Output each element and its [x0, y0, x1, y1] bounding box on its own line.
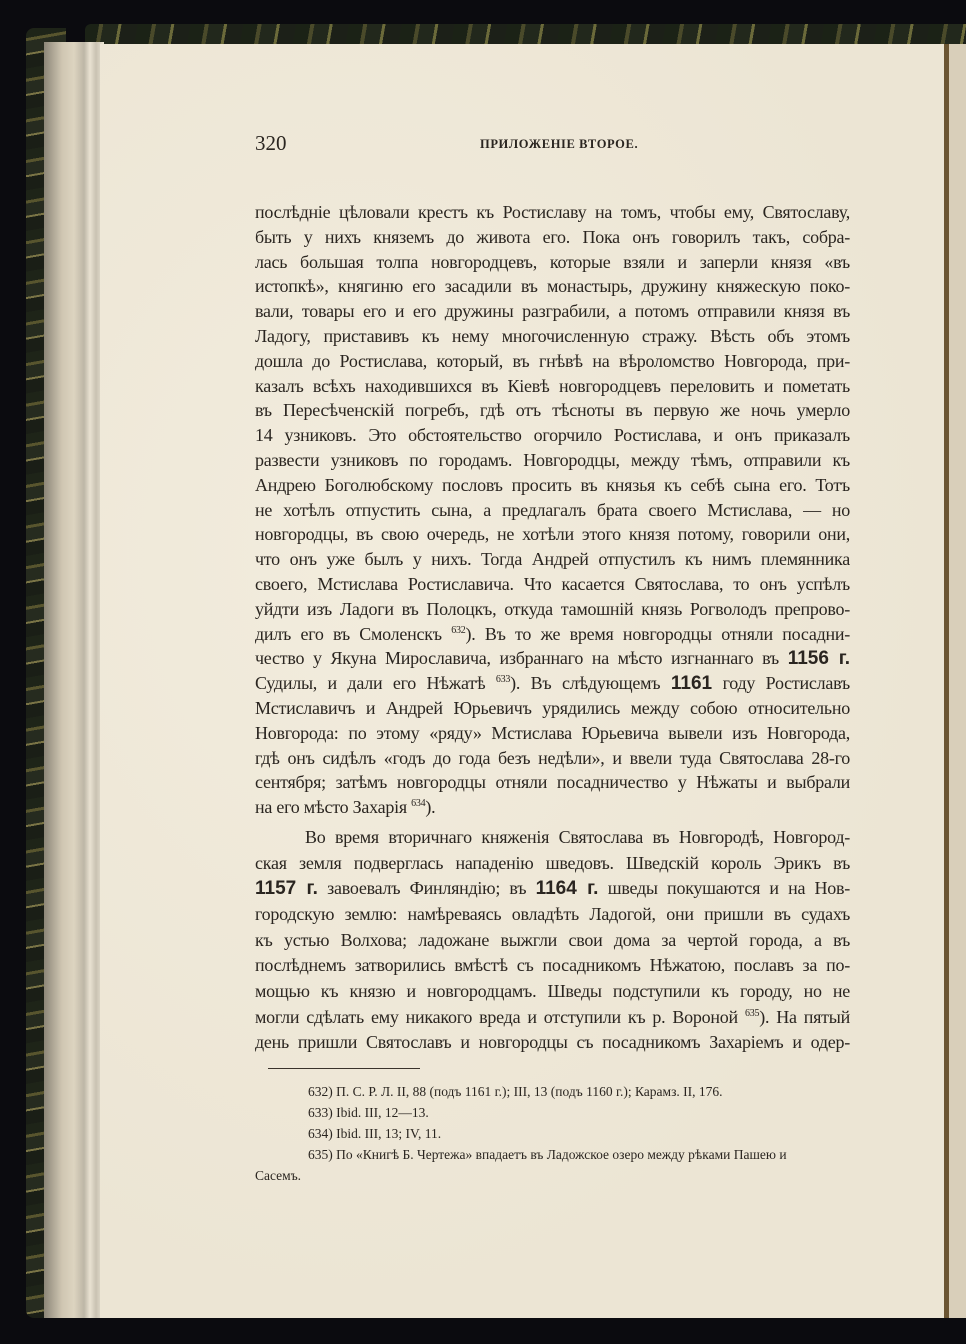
text-run: на его мѣсто Захарія: [255, 797, 412, 818]
text-run: Мстиславичъ и Андрей Юрьевичъ урядились между собою относительно: [255, 697, 850, 718]
text-run: вали, товары его и его дружины разграбили, а потомъ отправили князя въ: [255, 301, 850, 322]
paragraph: [255, 200, 850, 820]
text-run: завоевалъ Финляндію; въ: [317, 878, 536, 899]
text-run: истопкѣ», княгиню его засадили въ монастырь, дружину княжескую поко-: [255, 276, 850, 297]
text-line: [255, 572, 850, 597]
text-run: день пришли Святославъ и новгородцы съ посадникомъ Захаріемъ и одер-: [255, 1032, 850, 1053]
text-line: [255, 721, 850, 746]
text-line: [255, 374, 850, 399]
text-line: [255, 349, 850, 374]
footnote-line: [255, 1144, 850, 1165]
text-line: [255, 622, 850, 647]
footnote-text: Ibid. III, 13; IV, 11.: [336, 1126, 442, 1141]
text-run: своего, Мстислава Ростиславича. Что касается Святослава, то онъ успѣлъ: [255, 573, 850, 594]
text-line: [255, 646, 850, 671]
text-run: развести узниковъ по городамъ. Новгородцы, между тѣмъ, отправили къ: [255, 449, 850, 470]
text-line: [255, 928, 850, 954]
text-run: что онъ уже былъ у нихъ. Тогда Андрей отпустилъ къ нимъ племянника: [255, 549, 850, 570]
text-line: [255, 597, 850, 622]
footnote-line: [255, 1102, 850, 1123]
footnote-ref[interactable]: 633: [495, 674, 511, 686]
text-run: ). На пятый: [759, 1006, 850, 1027]
footnote-number: 635): [308, 1147, 337, 1162]
text-run: городскую землю: намѣреваясь овладѣть Ладогой, они пришли въ судахъ: [255, 903, 850, 924]
text-line: [255, 851, 850, 877]
text-run: въ Пересѣченскій погребъ, гдѣ отъ тѣсноты въ первую же ночь умерло: [255, 400, 850, 421]
text-run: быть у нихъ княземъ до живота его. Пока онъ говорилъ такъ, собра-: [255, 226, 850, 247]
text-run: Во время вторичнаго княженія Святослава въ Новгородѣ, Новгород-: [305, 826, 850, 847]
text-run: гдѣ онъ сидѣлъ «годъ до года безъ недѣли», и ввели туда Святослава 28-го: [255, 747, 850, 768]
text-line: [255, 795, 850, 820]
text-run: шведы покушаются и на Нов-: [598, 878, 851, 899]
text-line: [255, 448, 850, 473]
footnote-ref[interactable]: 632: [451, 624, 466, 636]
text-run: Ладогу, приставивъ къ нему многочисленную стражу. Вѣсть объ этомъ: [255, 325, 850, 346]
text-run: ская земля подверглась нападенію шведовъ. Шведскій король Эрикъ въ: [255, 852, 850, 873]
footnote-line: [255, 1081, 850, 1102]
year-bold: 1156 г.: [787, 648, 850, 670]
text-run: дошла до Ростислава, который, въ гнѣвѣ на вѣроломство Новгорода, при-: [255, 350, 850, 371]
text-run: ). Въ слѣдующемъ: [510, 673, 671, 694]
text-run: Андрею Боголюбскому пословъ просить въ князья къ себѣ сына его. Тотъ: [255, 474, 850, 495]
text-line: [255, 746, 850, 771]
text-run: чество у Якуна Мирославича, избраннаго на мѣсто изгнаннаго въ: [255, 648, 788, 669]
text-run: Судилы, и дали его Нѣжатѣ: [255, 673, 496, 694]
text-run: ). Въ то же время новгородцы отняли посадни-: [465, 623, 850, 644]
footnote-ref[interactable]: 634: [411, 798, 426, 810]
text-line: [255, 1005, 850, 1031]
text-line: [255, 473, 850, 498]
next-page-edge: [949, 44, 966, 1318]
year-bold: 1157 г.: [255, 878, 318, 900]
year-bold: 1164 г.: [535, 878, 599, 900]
text-line: [255, 200, 850, 225]
text-line: [255, 522, 850, 547]
text-run: 14 узниковъ. Это обстоятельство огорчило Ростислава, и онъ приказалъ: [255, 425, 850, 446]
text-line: [255, 671, 850, 696]
footnote-rule: [268, 1068, 420, 1069]
text-line: [255, 274, 850, 299]
page-number: 320: [255, 131, 287, 155]
text-run: новгородцы, въ свою очередь, не хотѣли этого князя потому, говорили они,: [255, 524, 850, 545]
text-line: [255, 498, 850, 523]
text-line: [255, 979, 850, 1005]
footnotes: [255, 1081, 850, 1186]
text-run: послѣднемъ затворились вмѣстѣ съ посадникомъ Нѣжатою, пославъ за по-: [255, 955, 850, 976]
text-run: дилъ его въ Смоленскъ: [255, 623, 452, 644]
text-run: казалъ всѣхъ находившихся въ Кіевѣ новгородцевъ переловить и пометать: [255, 375, 850, 396]
paragraph: [255, 825, 850, 1056]
text-run: уйдти изъ Ладоги въ Полоцкъ, откуда тамошній князь Рогволодъ препрово-: [255, 598, 850, 619]
text-line: [255, 770, 850, 795]
text-run: лась большая толпа новгородцевъ, которые взяли и заперли князя «въ: [255, 251, 850, 272]
year-bold: 1161: [670, 673, 713, 695]
body-text: [255, 200, 850, 1056]
page-stack-edge: [44, 42, 104, 1318]
text-line: [255, 876, 850, 902]
text-line: [255, 825, 850, 851]
text-line: [255, 250, 850, 275]
text-line: [255, 547, 850, 572]
text-line: [255, 696, 850, 721]
footnote-ref[interactable]: 635: [744, 1007, 760, 1019]
text-line: [255, 324, 850, 349]
text-line: [255, 225, 850, 250]
footnote-text: П. С. Р. Л. II, 88 (подъ 1161 г.); III, 13 (подъ 1160 г.); Карамз. II, 176.: [336, 1084, 723, 1099]
text-line: [255, 398, 850, 423]
text-run: ).: [425, 797, 436, 818]
footnote-text: Ibid. III, 12—13.: [336, 1105, 429, 1120]
text-run: послѣдніе цѣловали крестъ къ Ростиславу на томъ, чтобы ему, Святославу,: [255, 202, 850, 222]
text-run: сентября; затѣмъ новгородцы отняли посадничество у Нѣжаты и выбрали: [255, 772, 850, 793]
text-run: мощью къ князю и новгородцамъ. Шведы подступили къ городу, но не: [255, 981, 850, 1002]
text-line: [255, 299, 850, 324]
running-title: ПРИЛОЖЕНІЕ ВТОРОЕ.: [480, 137, 639, 151]
footnote-text: По «Книгѣ Б. Чертежа» впадаетъ въ Ладожское озеро между рѣками Пашею и: [336, 1147, 787, 1162]
text-line: [255, 902, 850, 928]
text-line: [255, 1030, 850, 1056]
text-run: Новгорода: по этому «ряду» Мстислава Юрьевича вывели изъ Новгорода,: [255, 722, 850, 743]
text-run: къ устью Волхова; ладожане выжгли свои дома за чертой города, а въ: [255, 929, 850, 950]
footnote-line: [255, 1165, 850, 1186]
text-run: году Ростиславъ: [712, 673, 850, 694]
footnote-text: Сасемъ.: [255, 1168, 302, 1183]
footnote-line: [255, 1123, 850, 1144]
text-run: могли сдѣлать ему никакого вреда и отступили къ р. Вороной: [255, 1006, 745, 1027]
text-line: [255, 953, 850, 979]
text-line: [255, 423, 850, 448]
footnote-number: 633): [308, 1105, 337, 1120]
footnote-number: 634): [308, 1126, 337, 1141]
footnote-number: 632): [308, 1084, 337, 1099]
text-run: не хотѣлъ отпустить сына, а предлагалъ брата своего Мстислава, — но: [255, 499, 850, 520]
